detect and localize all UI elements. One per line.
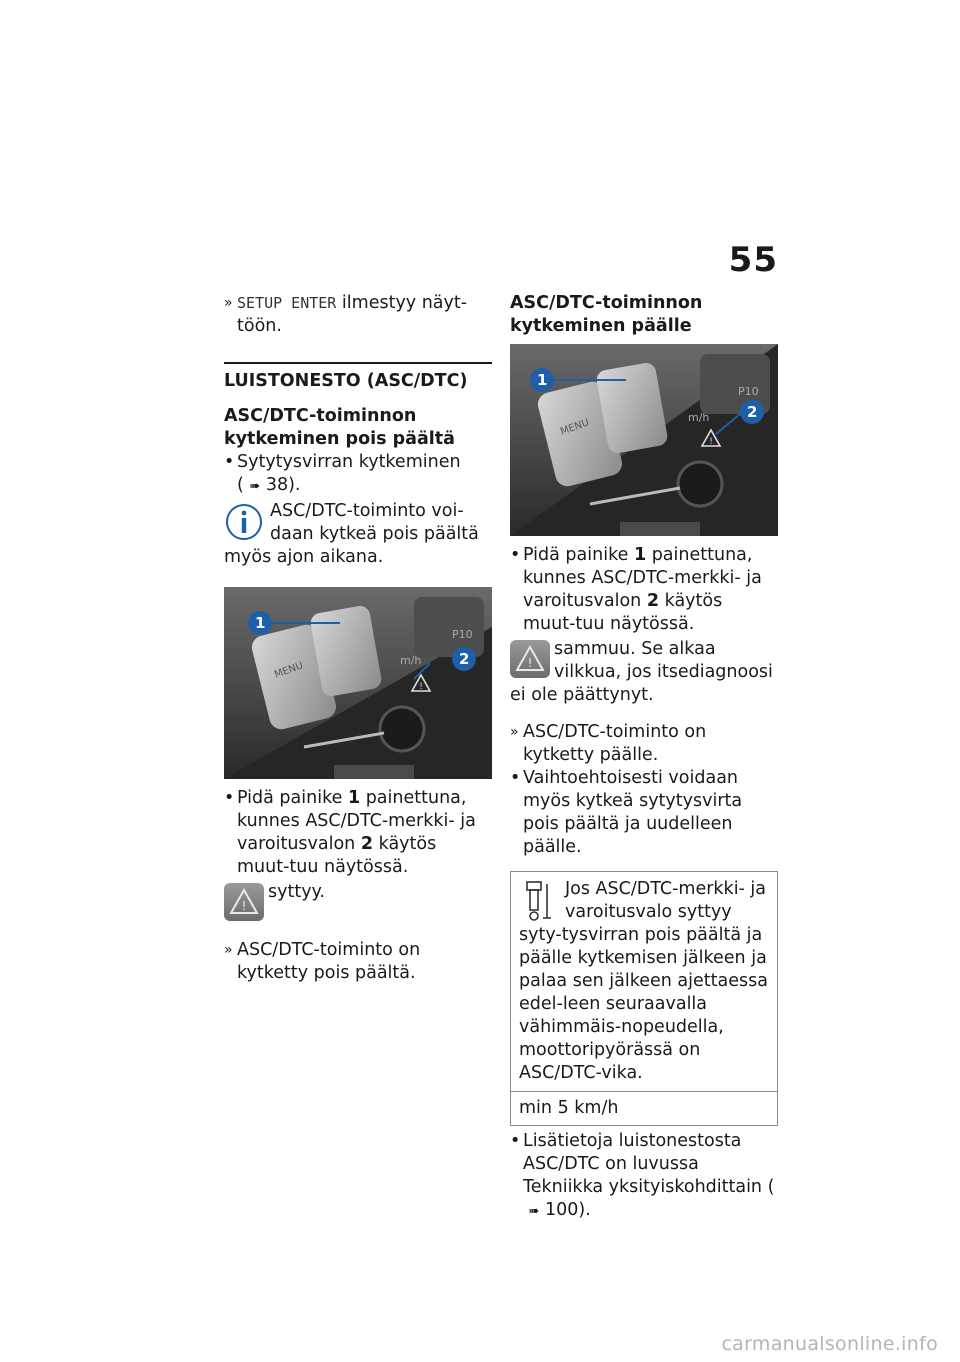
step-press-text-c: käytös muut-tuu näytössä. — [523, 591, 723, 634]
result-arrow-icon: » — [510, 724, 519, 740]
off-heading: ASC/DTC-toiminnon kytkeminen pois päältä — [224, 406, 455, 449]
result-arrow-icon: » — [224, 295, 233, 311]
info-icon — [224, 502, 264, 542]
step-ignition-text: Sytytysvirran kytkeminen — [237, 452, 461, 472]
menu-label: MENU — [559, 417, 591, 438]
result-arrow-icon: » — [224, 942, 233, 958]
asc-dtc-warning-icon — [410, 673, 432, 693]
step-alternative — [510, 767, 778, 859]
result-off — [224, 939, 492, 985]
step-press-text-a: Pidä painike — [237, 788, 343, 808]
handlebar-photo-on — [510, 344, 778, 536]
step-more-info: • Lisätietoja luistonestosta ASC/DTC on luvussa Tekniikka yksityiskohdittain (➠ 100). — [510, 1130, 778, 1223]
step-press — [510, 544, 778, 636]
svg-text:!: ! — [527, 656, 533, 670]
step-press-num-1: 1 — [633, 545, 647, 565]
step-press — [224, 787, 492, 879]
page-number: 55 — [728, 240, 778, 280]
step-ignition-ref: 38). — [265, 475, 301, 495]
gear-tag-label: P10 — [452, 628, 473, 641]
svg-text:!: ! — [419, 682, 423, 692]
speed-unit-label: m/h — [688, 411, 710, 424]
callout-1: 1 — [255, 614, 266, 632]
bullet-icon: • — [510, 768, 521, 788]
result-on — [510, 721, 778, 767]
result-on-text: ASC/DTC-toiminto on kytketty päälle. — [523, 722, 707, 765]
result-off-text: ASC/DTC-toiminto on kytketty pois päältä. — [237, 940, 421, 983]
right-column — [510, 292, 778, 1223]
page-reference-arrow-icon: ➠ — [249, 479, 261, 494]
asc-dtc-warning-icon — [700, 428, 722, 448]
handlebar-photo-off — [224, 587, 492, 779]
step-press-text-b: painettuna, kunnes ASC/DTC-merkki- ja varoitusvalon — [237, 788, 476, 854]
callout-1: 1 — [537, 371, 548, 389]
caution-box — [510, 871, 778, 1126]
page-reference-arrow-icon: ➠ — [528, 1204, 540, 1219]
svg-text:!: ! — [709, 437, 713, 447]
bullet-icon: • — [510, 545, 521, 565]
step-press-num-2: 2 — [360, 834, 374, 854]
asc-dtc-lamp-icon — [224, 883, 264, 921]
caution-spec: min 5 km/h — [511, 1091, 777, 1125]
svg-text:!: ! — [241, 899, 247, 913]
callout-2: 2 — [747, 403, 758, 421]
step-press-text-c: käytös muut-tuu näytössä. — [237, 834, 437, 877]
step-ignition: • Sytytysvirran kytkeminen ( ➠ 38). — [224, 451, 492, 498]
step-alternative-text: Vaihtoehtoisesti voidaan myös kytkeä sytytysvirta pois päältä ja uudelleen päälle. — [523, 768, 743, 857]
bullet-icon: • — [224, 452, 235, 472]
info-note-text: ASC/DTC-toiminto voi-daan kytkeä pois päältä myös ajon aikana. — [224, 501, 479, 567]
step-press-text-a: Pidä painike — [523, 545, 629, 565]
section-title: LUISTONESTO (ASC/DTC) — [224, 362, 492, 393]
handlebar-illustration — [510, 344, 778, 536]
menu-label: MENU — [273, 660, 305, 681]
step-press-num-1: 1 — [347, 788, 361, 808]
setup-result-text: ilmestyy näyt-töön. — [237, 293, 468, 336]
setup-code: SETUP ENTER — [237, 294, 337, 312]
watermark: carmanualsonline.info — [721, 1333, 938, 1355]
engine-caution-icon — [519, 878, 559, 924]
speed-unit-label: m/h — [400, 654, 422, 667]
callout-2: 2 — [459, 650, 470, 668]
lamp-state-note — [224, 881, 492, 921]
asc-dtc-lamp-icon — [510, 640, 550, 678]
step-press-num-2: 2 — [646, 591, 660, 611]
on-heading: ASC/DTC-toiminnon kytkeminen päälle — [510, 293, 703, 336]
bullet-icon: • — [224, 788, 235, 808]
left-column — [224, 292, 492, 985]
lamp-state-text: sammuu. Se alkaa vilkkua, jos itsediagnoosi ei ole päättynyt. — [510, 639, 773, 705]
step-more-info-ref: 100). — [545, 1200, 591, 1220]
caution-text: Jos ASC/DTC-merkki- ja varoitusvalo syttyy syty-tysvirran pois päältä ja päälle kytkemisen jälkeen ja palaa sen jälkeen ajettaessa edel-leen seuraavalla vähimmäis-nopeudella, moottoripyörässä on ASC/DTC-vika. — [519, 879, 768, 1083]
lamp-state-note — [510, 638, 778, 707]
bullet-icon: • — [510, 1131, 521, 1151]
setup-result — [224, 292, 492, 338]
step-press-text-b: painettuna, kunnes ASC/DTC-merkki- ja varoitusvalon — [523, 545, 762, 611]
gear-tag-label: P10 — [738, 385, 759, 398]
info-note — [224, 500, 492, 569]
lamp-state-text: syttyy. — [268, 882, 325, 902]
step-more-info-text: Lisätietoja luistonestosta ASC/DTC on luvussa Tekniikka yksityiskohdittain — [523, 1131, 763, 1197]
